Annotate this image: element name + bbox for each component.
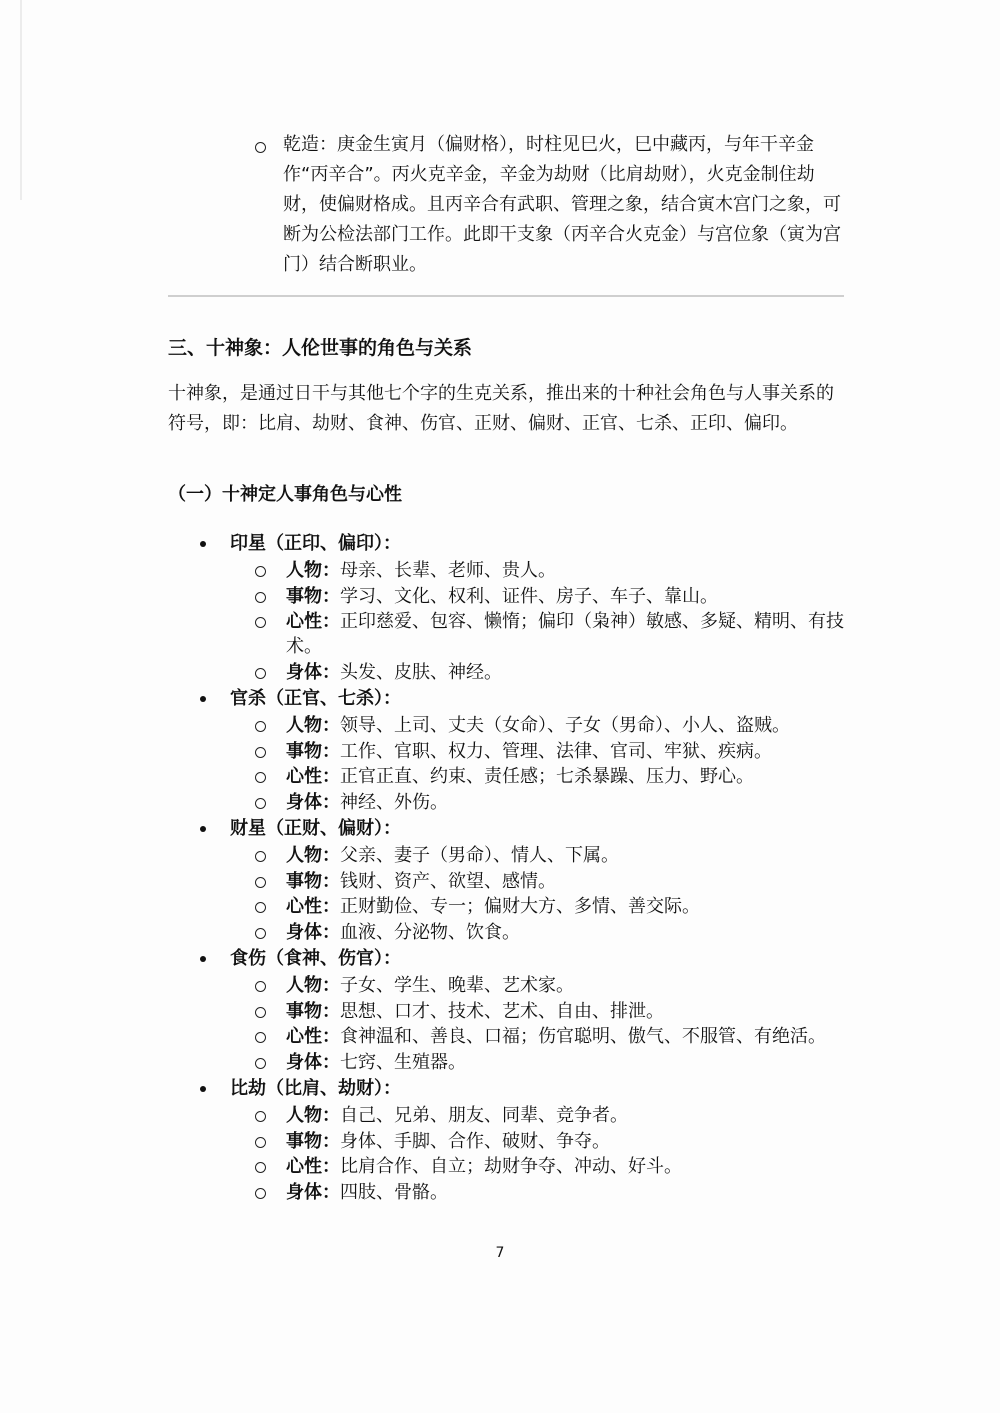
item-label: 心性： (286, 766, 340, 787)
item-text: 食神温和、善良、口福；伤官聪明、傲气、不服管、有绝活。 (340, 1026, 826, 1047)
item-label: 身体： (286, 791, 340, 813)
ten-god-group (196, 685, 846, 815)
item-label: 人物： (286, 975, 340, 996)
list-item (196, 660, 846, 685)
bullet-icon (200, 956, 206, 962)
hollow-bullet-icon (255, 798, 266, 809)
item-text: 身体、手脚、合作、破财、争夺。 (340, 1130, 610, 1152)
list-item (196, 1180, 846, 1205)
group-heading (196, 530, 846, 558)
hollow-bullet-icon (255, 1058, 266, 1069)
hollow-bullet-icon (255, 1162, 266, 1173)
item-label: 身体： (286, 1181, 340, 1203)
group-heading (196, 685, 846, 713)
group-title: 食伤（食神、伤官）： (230, 948, 401, 969)
item-text: 四肢、骨骼。 (340, 1181, 448, 1203)
bullet-icon (200, 696, 206, 702)
item-text: 血液、分泌物、饮食。 (340, 921, 520, 943)
item-text: 父亲、妻子（男命）、情人、下属。 (340, 845, 619, 866)
section-divider (168, 295, 844, 297)
group-title: 官杀（正官、七杀）： (230, 688, 401, 709)
list-item (196, 973, 846, 998)
item-text: 母亲、长辈、老师、贵人。 (340, 560, 556, 581)
group-heading (196, 1075, 846, 1103)
item-text: 正印慈爱、包容、懒惰；偏印（枭神）敏感、多疑、精明、有技术。 (286, 611, 844, 657)
section-intro: 十神象，是通过日干与其他七个字的生克关系，推出来的十种社会角色与人事关系的符号，即：比肩、劫财、食神、伤官、正财、偏财、正官、七杀、正印、偏印。 (168, 383, 834, 434)
ten-gods-list (196, 530, 846, 1205)
list-item (196, 843, 846, 868)
hollow-bullet-icon (255, 617, 266, 628)
list-item (196, 869, 846, 894)
hollow-bullet-icon (255, 1188, 266, 1199)
item-label: 心性： (286, 1026, 340, 1047)
item-label: 身体： (286, 921, 340, 943)
ten-god-group (196, 815, 846, 945)
hollow-bullet-icon (255, 928, 266, 939)
list-item (196, 713, 846, 738)
hollow-bullet-icon (255, 721, 266, 732)
carryover-list-item (255, 130, 845, 280)
group-title: 印星（正印、偏印）： (230, 533, 401, 554)
hollow-bullet-icon (255, 1007, 266, 1018)
bullet-icon (200, 1086, 206, 1092)
bullet-icon (200, 541, 206, 547)
item-label: 事物： (286, 585, 340, 607)
item-text: 正财勤俭、专一；偏财大方、多情、善交际。 (340, 896, 700, 917)
section-title: 三、十神象：人伦世事的角色与关系 (168, 337, 473, 359)
ten-god-group (196, 1075, 846, 1205)
group-title: 财星（正财、偏财）： (230, 818, 401, 839)
list-item (196, 999, 846, 1024)
list-item (196, 1129, 846, 1154)
subsection-title: （一）十神定人事角色与心性 (168, 484, 402, 505)
list-item (196, 894, 846, 919)
scan-edge (20, 0, 22, 200)
group-title: 比劫（比肩、劫财）： (230, 1078, 401, 1099)
item-text: 正官正直、约束、责任感；七杀暴躁、压力、野心。 (340, 766, 754, 787)
item-text: 头发、皮肤、神经。 (340, 661, 502, 683)
item-text: 自己、兄弟、朋友、同辈、竞争者。 (340, 1105, 628, 1126)
item-label: 人物： (286, 845, 340, 866)
hollow-bullet-icon (255, 566, 266, 577)
item-label: 事物： (286, 870, 340, 892)
item-text: 七窍、生殖器。 (340, 1051, 466, 1073)
list-item (196, 739, 846, 764)
item-label: 事物： (286, 1130, 340, 1152)
list-item (196, 1154, 846, 1179)
list-item (196, 1050, 846, 1075)
hollow-bullet-icon (255, 1137, 266, 1148)
item-label: 心性： (286, 896, 340, 917)
list-item (196, 764, 846, 789)
page-number: 7 (495, 1245, 505, 1261)
list-item (196, 920, 846, 945)
hollow-bullet-icon (255, 747, 266, 758)
hollow-bullet-icon (255, 1111, 266, 1122)
hollow-bullet-icon (255, 772, 266, 783)
list-item (196, 1103, 846, 1128)
list-item (196, 609, 846, 659)
hollow-bullet-icon (255, 877, 266, 888)
hollow-bullet-icon (255, 142, 266, 153)
list-item (196, 584, 846, 609)
item-text: 钱财、资产、欲望、感情。 (340, 870, 556, 892)
list-item (196, 558, 846, 583)
list-item (196, 1024, 846, 1049)
hollow-bullet-icon (255, 668, 266, 679)
carryover-text: 乾造：庚金生寅月（偏财格），时柱见巳火，巳中藏丙，与年干辛金作“丙辛合”。丙火克辛金，辛金为劫财（比肩劫财），火克金制住劫财，使偏财格成。且丙辛合有武职、管理之象，结合寅木宫门之象，可断为公检法部门工作。此即干支象（丙辛合火克金）与宫位象（寅为宫门）结合断职业。 (283, 134, 841, 275)
list-item (196, 790, 846, 815)
item-text: 子女、学生、晚辈、艺术家。 (340, 975, 574, 996)
hollow-bullet-icon (255, 902, 266, 913)
ten-god-group (196, 945, 846, 1075)
item-text: 工作、官职、权力、管理、法律、官司、牢狱、疾病。 (340, 740, 772, 762)
item-text: 领导、上司、丈夫（女命）、子女（男命）、小人、盗贼。 (340, 715, 790, 736)
item-text: 学习、文化、权利、证件、房子、车子、靠山。 (340, 585, 718, 607)
ten-god-group (196, 530, 846, 685)
bullet-icon (200, 826, 206, 832)
item-label: 身体： (286, 1051, 340, 1073)
hollow-bullet-icon (255, 851, 266, 862)
group-heading (196, 945, 846, 973)
item-label: 事物： (286, 740, 340, 762)
hollow-bullet-icon (255, 1032, 266, 1043)
group-heading (196, 815, 846, 843)
item-label: 心性： (286, 611, 340, 632)
hollow-bullet-icon (255, 592, 266, 603)
item-label: 身体： (286, 661, 340, 683)
item-text: 神经、外伤。 (340, 791, 448, 813)
item-label: 人物： (286, 560, 340, 581)
hollow-bullet-icon (255, 981, 266, 992)
item-label: 人物： (286, 1105, 340, 1126)
item-text: 比肩合作、自立；劫财争夺、冲动、好斗。 (340, 1156, 682, 1177)
item-label: 事物： (286, 1000, 340, 1022)
item-label: 心性： (286, 1156, 340, 1177)
item-label: 人物： (286, 715, 340, 736)
item-text: 思想、口才、技术、艺术、自由、排泄。 (340, 1000, 664, 1022)
